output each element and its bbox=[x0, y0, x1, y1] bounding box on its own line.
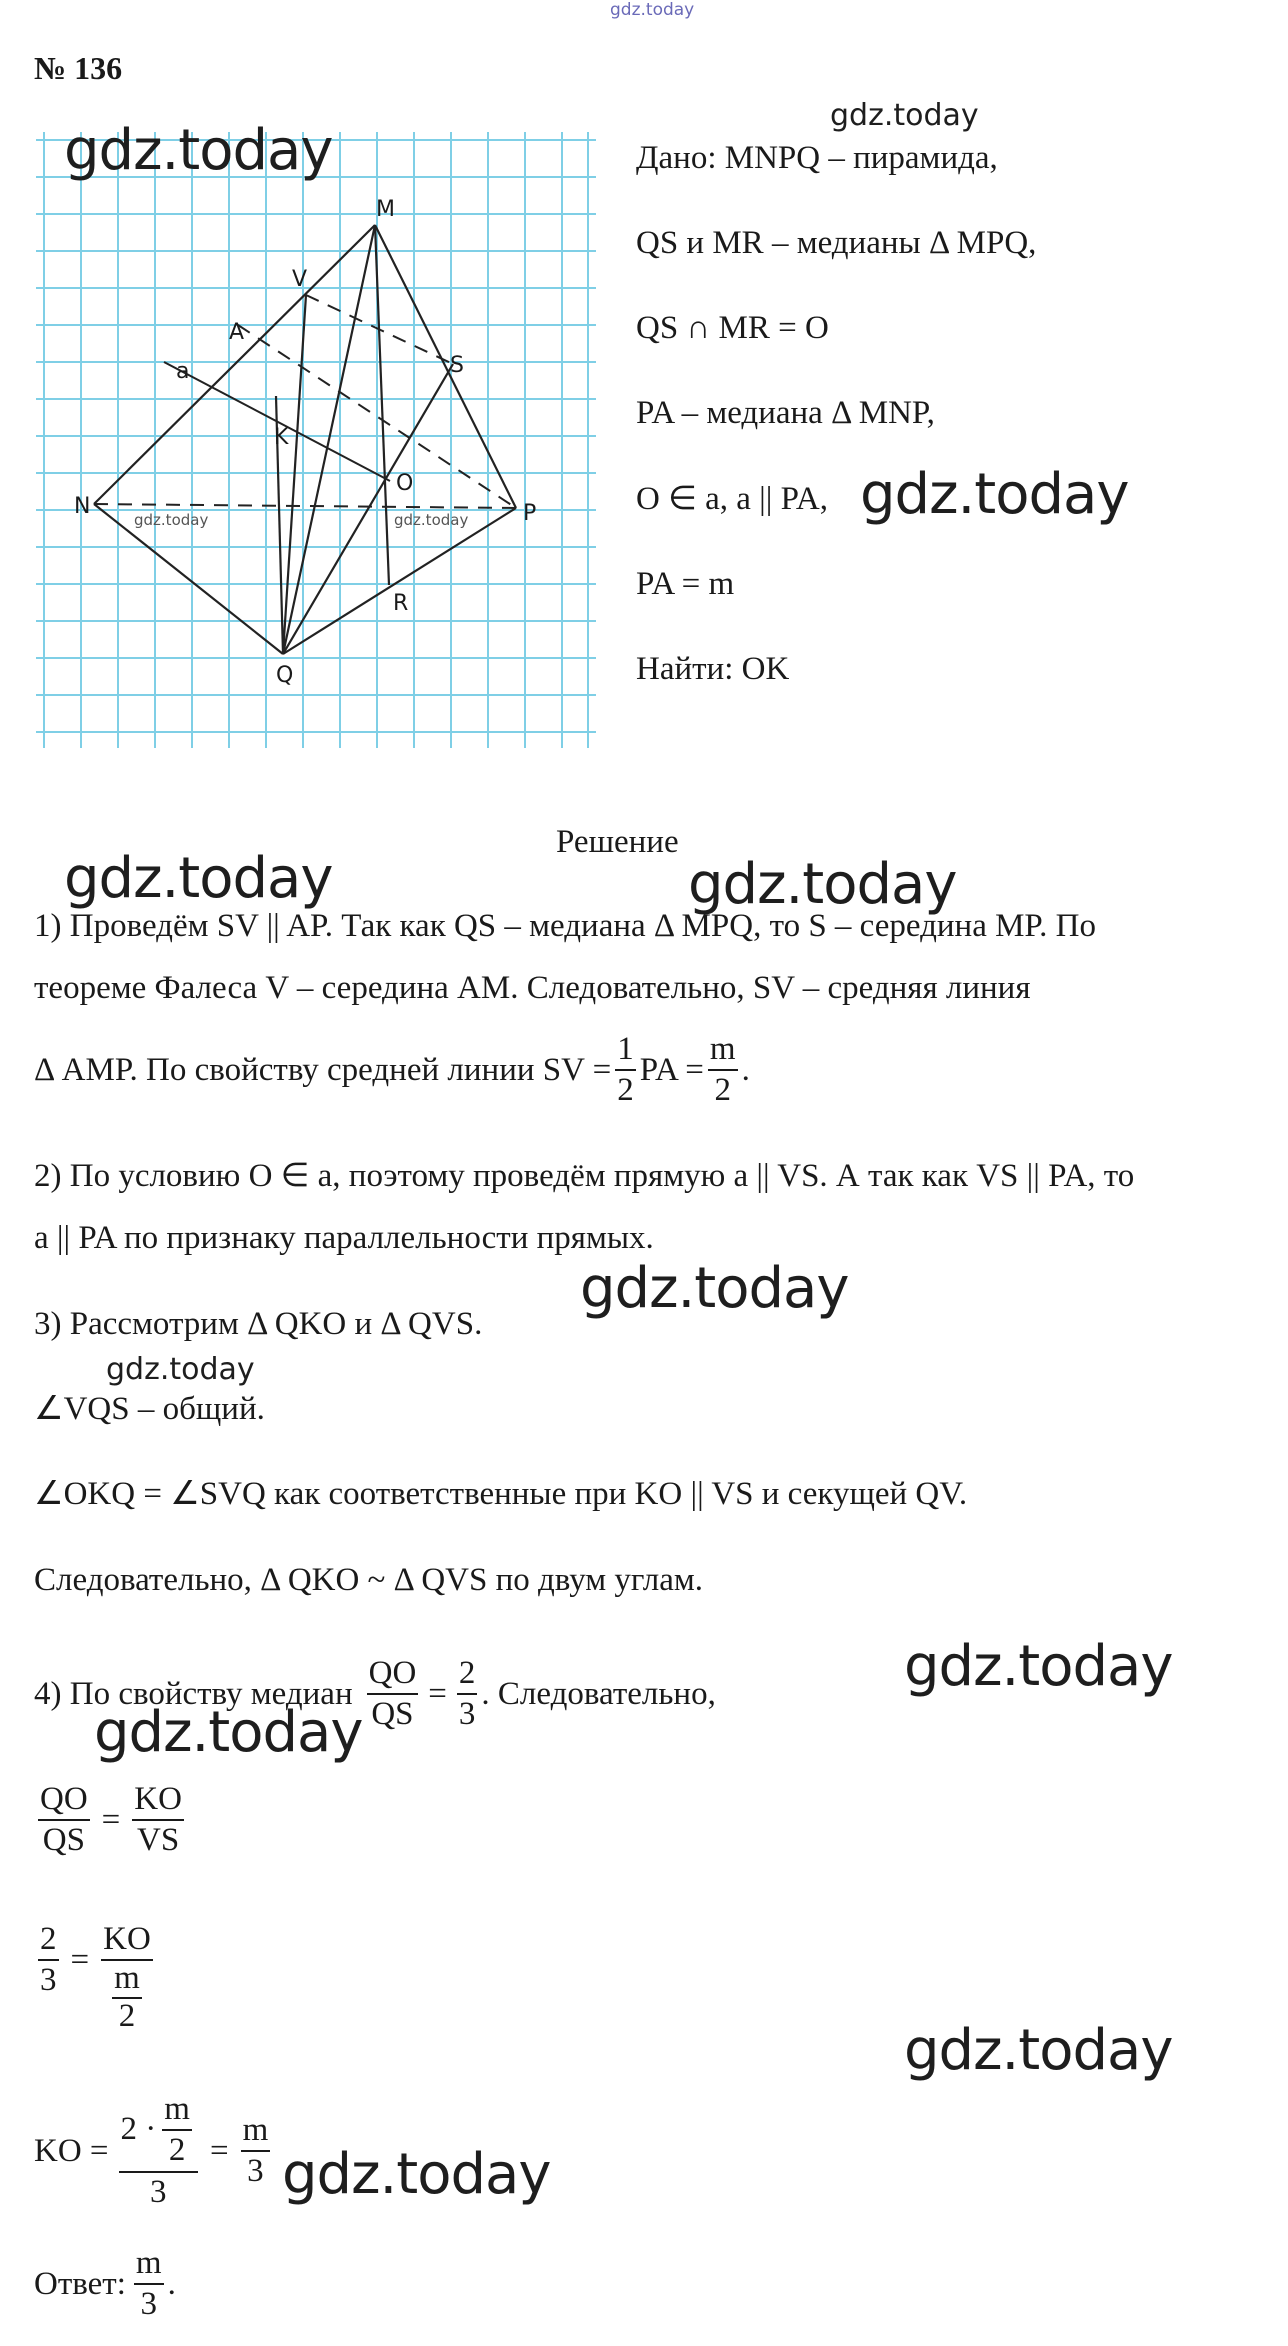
solution-heading: Решение bbox=[556, 824, 679, 860]
fraction-two-thirds-2: $\frac{2}{3}$ bbox=[40, 1921, 57, 1998]
label-O: O bbox=[396, 471, 414, 496]
step1-period: . bbox=[741, 1051, 750, 1088]
watermark-3: gdz.today bbox=[860, 462, 1129, 527]
answer-line: Ответ: $\frac{m}{3}$ . bbox=[34, 2245, 176, 2322]
watermark-2: gdz.today bbox=[830, 98, 979, 133]
answer-label: Ответ: bbox=[34, 2265, 126, 2302]
problem-number: № 136 bbox=[34, 50, 123, 86]
label-R: R bbox=[393, 591, 409, 616]
watermark-7: gdz.today bbox=[106, 1352, 255, 1387]
step3-line2: ∠VQS – общий. bbox=[34, 1391, 265, 1427]
fraction-m-over-3: $\frac{m}{3}$ bbox=[242, 2112, 269, 2189]
answer-fraction: $\frac{m}{3}$ bbox=[135, 2245, 162, 2322]
label-A: A bbox=[229, 320, 245, 345]
watermark-8: gdz.today bbox=[904, 1634, 1173, 1699]
fraction-ko-expression: 2 · $\frac{m}{2}$ 3 bbox=[119, 2092, 198, 2210]
fraction-m-over-2-inner: $\frac{m}{2}$ bbox=[114, 1959, 140, 2035]
step4-line: 4) По свойству медиан $\frac{QO}{QS}$ = $\frac{2}{3}$ . Следовательно, bbox=[34, 1655, 716, 1732]
fraction-two-thirds: $\frac{2}{3}$ bbox=[458, 1655, 476, 1732]
given-line-4: PA – медиана Δ MNP, bbox=[636, 395, 935, 431]
watermark-4: gdz.today bbox=[64, 846, 333, 911]
fraction-ko-over-m-half: $\frac{KO}{\frac{m}{2}}$ bbox=[103, 1921, 151, 2035]
edge-NP bbox=[94, 504, 516, 508]
step3-line3: ∠OKQ = ∠SVQ как соответственные при KO || VS и секущей QV. bbox=[34, 1476, 968, 1512]
step3-line4: Следовательно, Δ QKO ~ Δ QVS по двум углам. bbox=[34, 1562, 704, 1598]
step3-line1: 3) Рассмотрим Δ QKO и Δ QVS. bbox=[34, 1306, 483, 1342]
label-S: S bbox=[450, 353, 464, 378]
watermark-11: gdz.today bbox=[282, 2142, 551, 2207]
figure-watermark-right: gdz.today bbox=[394, 511, 469, 529]
fraction-m-over-2-eq3: $\frac{m}{2}$ bbox=[164, 2091, 190, 2168]
given-line-3: QS ∩ MR = O bbox=[636, 310, 829, 346]
equation-1: $\frac{QO}{QS}$ = $\frac{KO}{VS}$ bbox=[40, 1781, 182, 1858]
watermark-6: gdz.today bbox=[580, 1256, 849, 1321]
figure-watermark-left: gdz.today bbox=[134, 511, 209, 529]
label-N: N bbox=[74, 494, 91, 519]
step2-line2: a || PA по признаку параллельности прямых. bbox=[34, 1220, 654, 1256]
watermark-5: gdz.today bbox=[688, 852, 957, 917]
given-line-1: Дано: MNPQ – пирамида, bbox=[636, 140, 998, 176]
top-watermark: gdz.today bbox=[610, 0, 695, 20]
label-K: K bbox=[274, 425, 289, 450]
step1-line1: 1) Проведём SV || AP. Так как QS – медиана Δ MPQ, то S – середина MP. По bbox=[34, 908, 1096, 944]
fraction-qo-qs-2: $\frac{QO}{QS}$ bbox=[40, 1781, 88, 1858]
grid bbox=[36, 132, 596, 748]
given-line-2: QS и MR – медианы Δ MPQ, bbox=[636, 225, 1037, 261]
step1-text: Δ AMP. По свойству средней линии SV = bbox=[34, 1051, 612, 1088]
equation-3: KO = 2 · $\frac{m}{2}$ 3 = $\frac{m}{3}$ bbox=[34, 2091, 269, 2211]
label-M: M bbox=[376, 197, 395, 222]
fraction-one-half: $\frac{1}{2}$ bbox=[617, 1031, 634, 1108]
given-line-5: O ∈ a, a || PA, bbox=[636, 481, 828, 517]
edge-NM bbox=[94, 225, 375, 504]
given-line-6: PA = m bbox=[636, 566, 735, 602]
equation-2: $\frac{2}{3}$ = $\frac{KO}{\frac{m}{2}}$ bbox=[40, 1921, 151, 2035]
watermark-10: gdz.today bbox=[904, 2018, 1173, 2083]
fraction-m-over-2: $\frac{m}{2}$ bbox=[709, 1031, 736, 1108]
fraction-qo-qs: $\frac{QO}{QS}$ bbox=[368, 1655, 417, 1732]
watermark-1: gdz.today bbox=[64, 118, 333, 183]
step1-line2: теореме Фалеса V – середина AM. Следовательно, SV – средняя линия bbox=[34, 970, 1031, 1006]
pyramid-figure bbox=[36, 132, 596, 748]
watermark-9: gdz.today bbox=[94, 1700, 363, 1765]
fraction-ko-vs: $\frac{KO}{VS}$ bbox=[134, 1781, 182, 1858]
edge-PQ bbox=[283, 508, 516, 654]
step1-line3 bbox=[34, 1032, 750, 1107]
label-a: a bbox=[176, 359, 190, 384]
label-Q: Q bbox=[276, 663, 294, 688]
edge-MP bbox=[375, 225, 516, 508]
label-V: V bbox=[292, 267, 308, 292]
given-line-7: Найти: OK bbox=[636, 651, 790, 687]
step2-line1: 2) По условию O ∈ a, поэтому проведём прямую a || VS. А так как VS || PA, то bbox=[34, 1158, 1135, 1194]
step1-pa: PA = bbox=[639, 1051, 704, 1088]
label-P: P bbox=[523, 501, 537, 526]
